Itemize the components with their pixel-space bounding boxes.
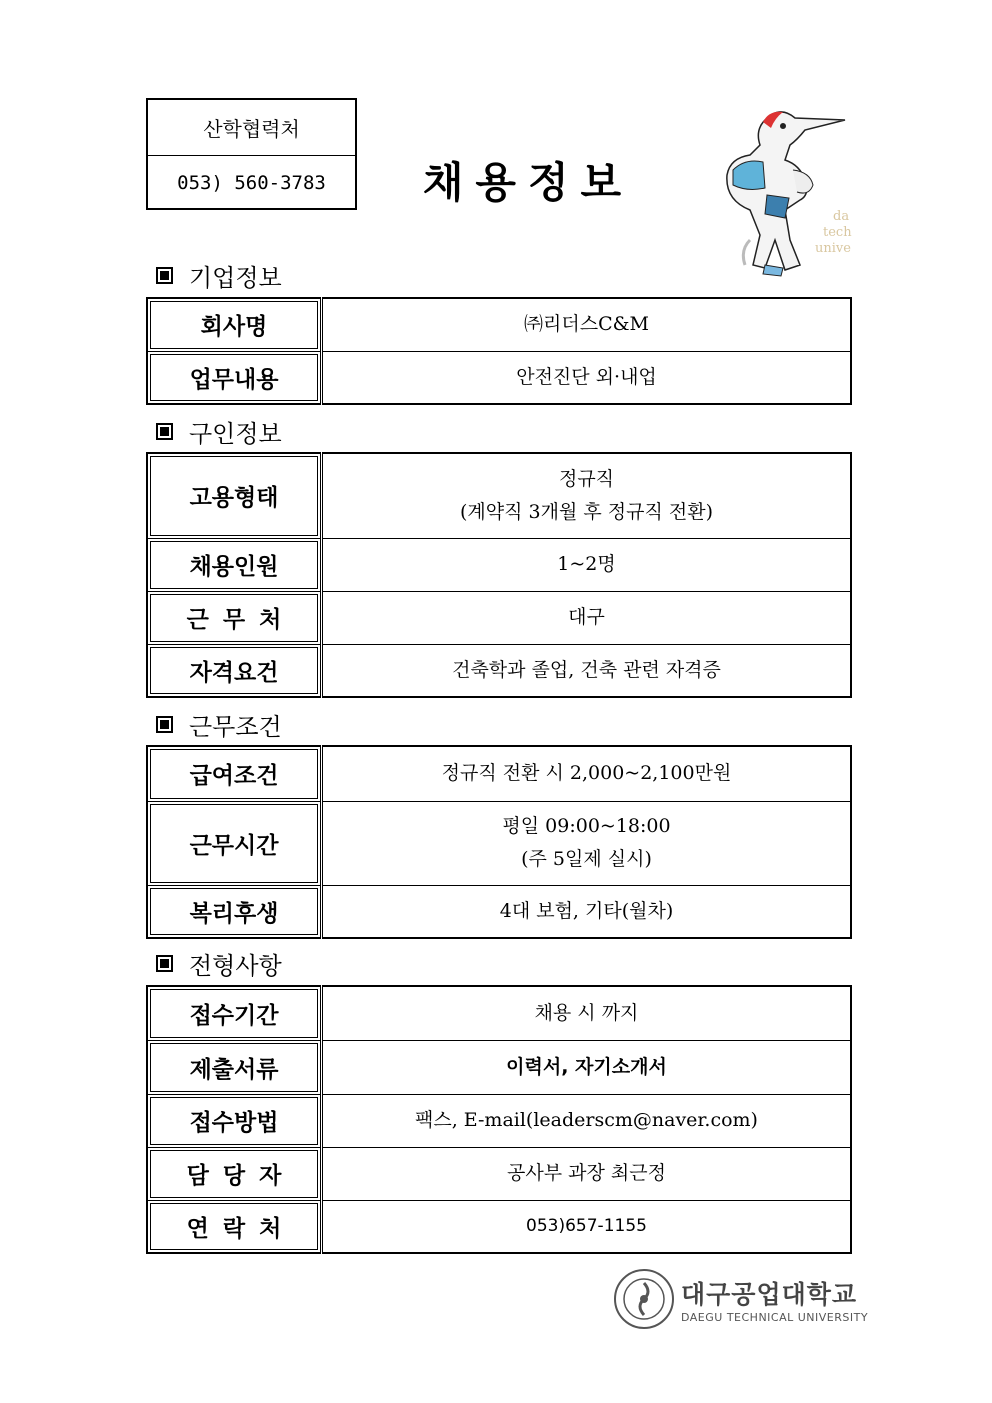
job-info-table [146, 452, 852, 698]
conditions-info-table [146, 745, 852, 939]
row-value: 대구 [322, 591, 852, 644]
table-row [147, 1200, 851, 1253]
section-heading-text: 근무조건 [189, 713, 282, 741]
row-label: 급여조건 [147, 746, 322, 801]
row-value-line2: (주 5일제 실시) [521, 848, 652, 870]
table-row [147, 1094, 851, 1147]
table-row [147, 644, 851, 697]
row-value: ㈜리더스C&M [322, 298, 852, 351]
square-bullet-icon [156, 716, 173, 733]
square-bullet-icon [156, 955, 173, 972]
row-value: 이력서, 자기소개서 [322, 1040, 852, 1094]
table-row [147, 885, 851, 938]
mascot-crane-icon [705, 100, 855, 290]
table-row [147, 986, 851, 1040]
row-value [322, 801, 852, 885]
contact-box [146, 98, 357, 210]
row-value: 채용 시 까지 [322, 986, 852, 1040]
table-row [147, 746, 851, 801]
row-value [322, 453, 852, 538]
row-value: 4대 보험, 기타(월차) [322, 885, 852, 938]
company-info-table [146, 297, 852, 405]
table-row [147, 1147, 851, 1200]
row-label: 근무처 [147, 591, 322, 644]
svg-text:unive: unive [815, 241, 851, 256]
table-row [147, 591, 851, 644]
table-row [147, 1040, 851, 1094]
table-row [147, 801, 851, 885]
university-logo [613, 1268, 868, 1330]
row-value: 안전진단 외·내업 [322, 351, 852, 404]
table-row [147, 453, 851, 538]
table-row [147, 298, 851, 351]
row-value: 건축학과 졸업, 건축 관련 자격증 [322, 644, 852, 697]
row-value: 정규직 전환 시 2,000~2,100만원 [322, 746, 852, 801]
row-label: 고용형태 [147, 453, 322, 538]
contact-office-phone: 053) 560-3783 [177, 171, 326, 194]
row-label: 연락처 [147, 1200, 322, 1253]
section-heading-conditions [156, 707, 282, 742]
row-label: 담당자 [147, 1147, 322, 1200]
section-heading-text: 구인정보 [189, 420, 282, 448]
section-heading-company [156, 258, 282, 293]
row-value: 공사부 과장 최근정 [322, 1147, 852, 1200]
table-row [147, 538, 851, 591]
section-heading-job [156, 414, 282, 449]
page-title: 채용정보 [422, 158, 634, 207]
row-label: 자격요건 [147, 644, 322, 697]
row-label: 회사명 [147, 298, 322, 351]
section-heading-screening [156, 946, 282, 981]
table-row [147, 351, 851, 404]
section-heading-text: 전형사항 [189, 952, 282, 980]
row-value: 1~2명 [322, 538, 852, 591]
university-name-english: DAEGU TECHNICAL UNIVERSITY [681, 1310, 869, 1324]
svg-text:da: da [833, 209, 850, 224]
row-value-line1: 평일 09:00~18:00 [502, 815, 671, 837]
square-bullet-icon [156, 267, 173, 284]
row-label: 접수기간 [147, 986, 322, 1040]
section-heading-text: 기업정보 [189, 264, 282, 292]
row-value-line1: 정규직 [558, 467, 615, 490]
row-label: 접수방법 [147, 1094, 322, 1147]
screening-info-table [146, 985, 852, 1254]
svg-text:tech: tech [823, 225, 852, 240]
university-seal-icon [613, 1268, 675, 1330]
contact-office-label: 산학협력처 [148, 100, 355, 156]
square-bullet-icon [156, 423, 173, 440]
university-name-block [681, 1275, 868, 1324]
row-label: 채용인원 [147, 538, 322, 591]
row-label: 제출서류 [147, 1040, 322, 1094]
row-label: 업무내용 [147, 351, 322, 404]
row-label: 복리후생 [147, 885, 322, 938]
row-value-line2: (계약직 3개월 후 정규직 전환) [460, 500, 713, 523]
row-value: 053)657-1155 [322, 1200, 852, 1253]
row-label: 근무시간 [147, 801, 322, 885]
row-value: 팩스, E-mail(leaderscm@naver.com) [322, 1094, 852, 1147]
university-name-korean: 대구공업대학교 [681, 1279, 858, 1309]
